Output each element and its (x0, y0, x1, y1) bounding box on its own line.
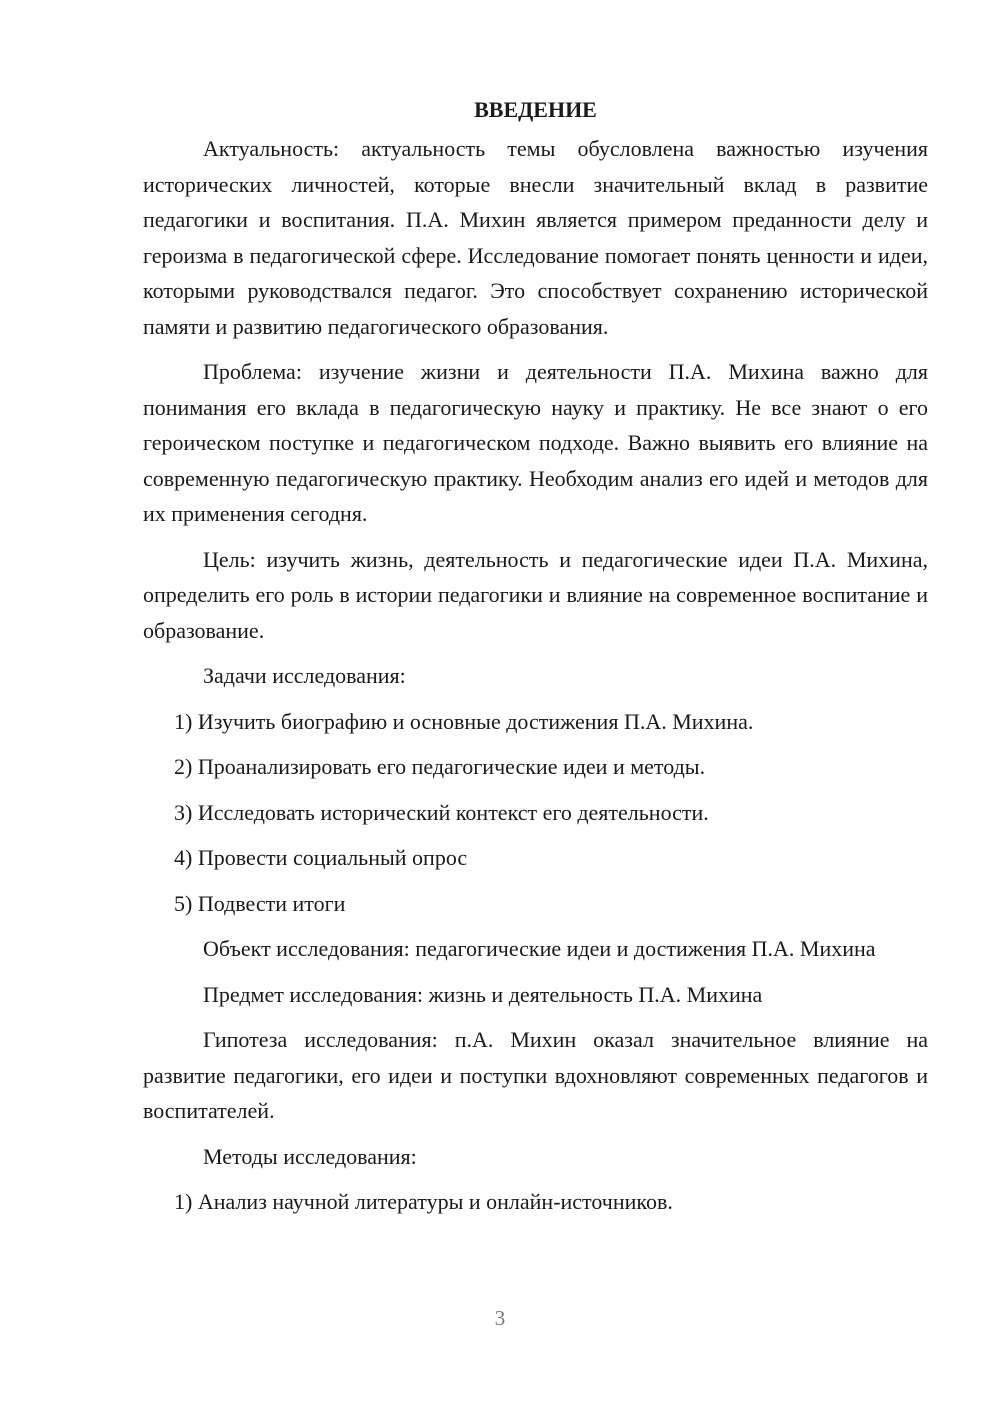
task-item: 1) Изучить биографию и основные достижения П.А. Михина. (174, 708, 754, 734)
tasks-heading: Задачи исследования: (203, 663, 406, 688)
task-item: 3) Исследовать исторический контекст его деятельности. (174, 799, 709, 825)
task-item: 5) Подвести итоги (174, 890, 346, 916)
hypothesis-paragraph: Гипотеза исследования: п.А. Михин оказал значительное влияние на развитие педагогики, его идеи и поступки вдохновляют современных педагогов и воспитателей. (143, 1027, 928, 1123)
methods-heading: Методы исследования: (203, 1143, 417, 1169)
methods-list (143, 1184, 928, 1220)
task-item: 2) Проанализировать его педагогические идеи и методы. (174, 754, 706, 779)
method-item: 1) Анализ научной литературы и онлайн-источников. (174, 1189, 673, 1214)
tasks-list (143, 704, 928, 922)
object-paragraph: Объект исследования: педагогические идеи и достижения П.А. Михина (203, 936, 876, 961)
document-page (143, 92, 928, 1230)
task-item: 4) Провести социальный опрос (174, 845, 468, 870)
section-title: ВВЕДЕНИЕ (474, 97, 597, 122)
page-number: 3 (494, 1306, 506, 1330)
subject-paragraph: Предмет исследования: жизнь и деятельность П.А. Михина (203, 981, 763, 1007)
relevance-paragraph: Актуальность: актуальность темы обусловлена важностью изучения исторических личностей, которые внесли значительный вклад в развитие педагогики и воспитания. П.А. Михин является примером преданности делу и героизма в педагогической сфере. Исследование помогает понять ценности и идеи, которыми руководствался педагог. Это способствует сохранению исторической памяти и развитию педагогического образования. (143, 136, 928, 339)
goal-paragraph: Цель: изучить жизнь, деятельность и педагогические идеи П.А. Михина, определить его роль в истории педагогики и влияние на современное воспитание и образование. (143, 546, 928, 643)
problem-paragraph: Проблема: изучение жизни и деятельности П.А. Михина важно для понимания его вклада в педагогическую науку и практику. Не все знают о его героическом поступке и педагогическом подходе. Важно выявить его влияние на современную педагогическую практику. Необходим анализ его идей и методов для их применения сегодня. (143, 359, 928, 526)
